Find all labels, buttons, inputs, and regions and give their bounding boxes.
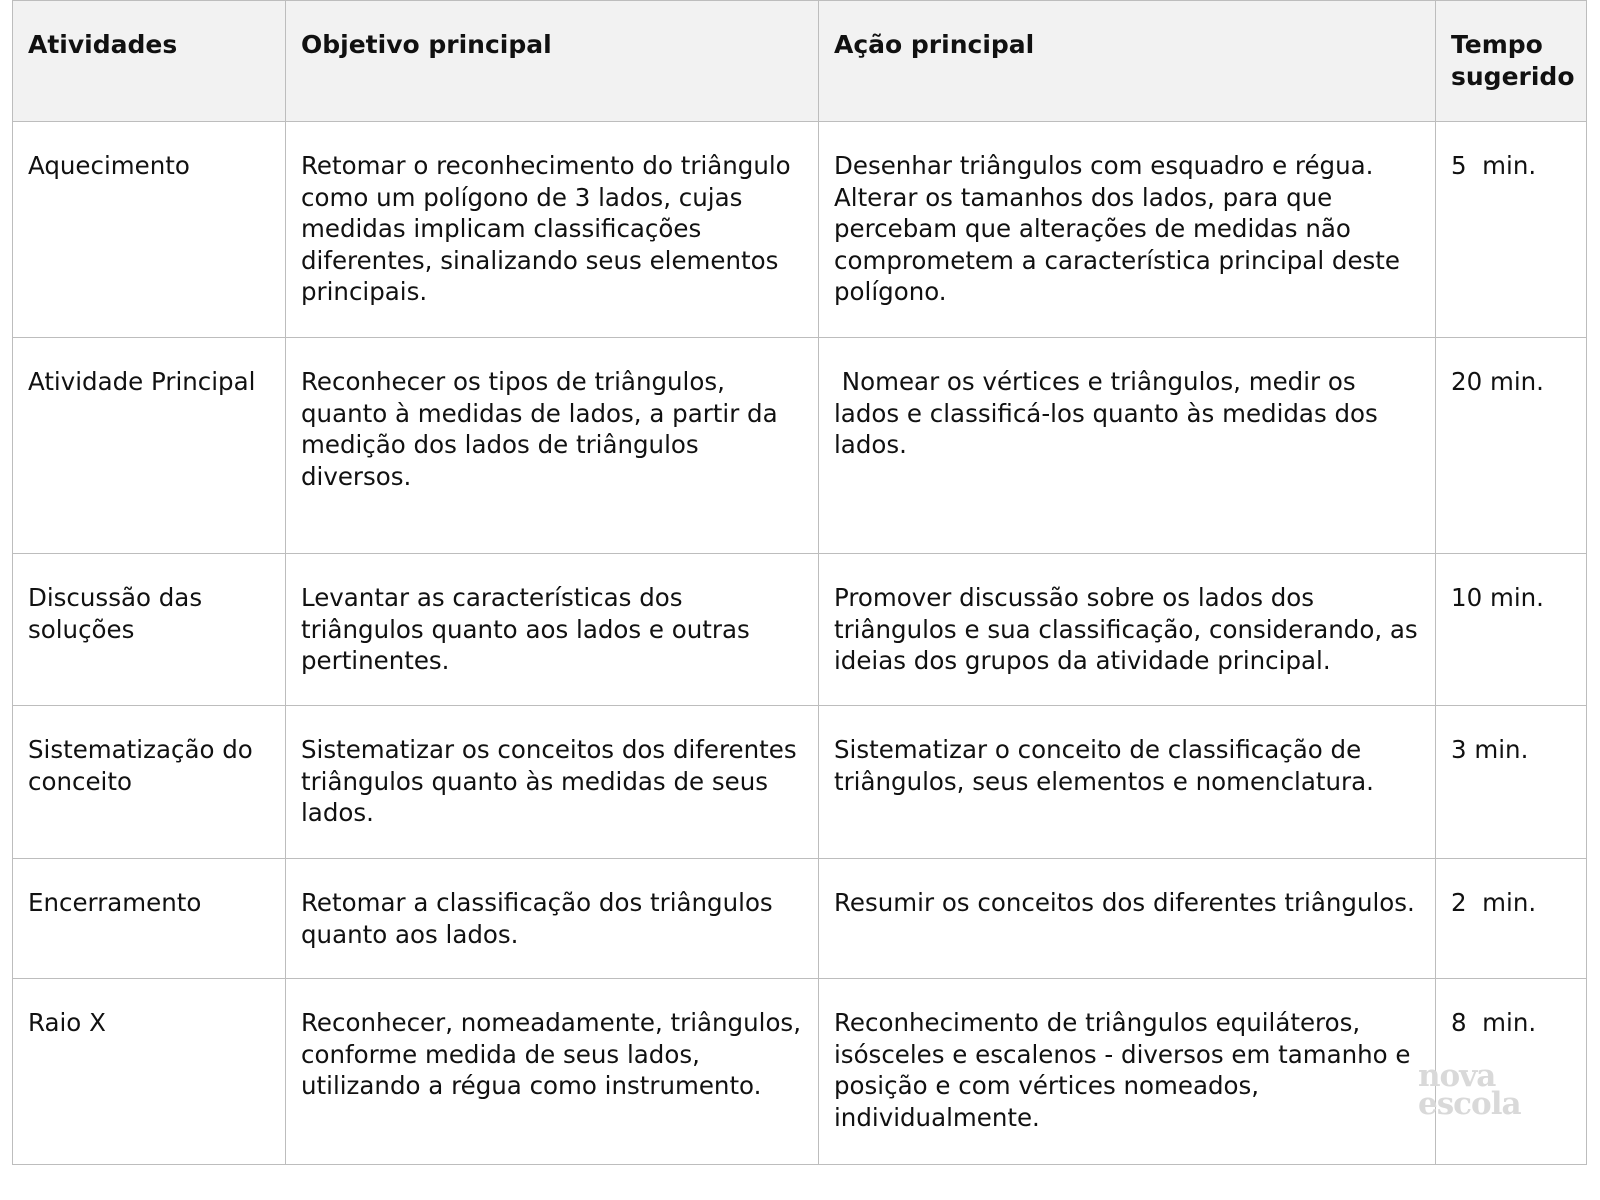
cell-objetivo: Retomar o reconhecimento do triângulo como um polígono de 3 lados, cujas medidas implicam classificações diferentes, sinalizando seus elementos principais.	[286, 122, 819, 338]
cell-acao: Desenhar triângulos com esquadro e régua. Alterar os tamanhos dos lados, para que percebam que alterações de medidas não comprometem a característica principal deste polígono.	[819, 122, 1436, 338]
cell-tempo: 20 min.	[1436, 338, 1587, 554]
table-row	[13, 122, 1587, 338]
cell-tempo: 10 min.	[1436, 554, 1587, 706]
cell-tempo: 3 min.	[1436, 706, 1587, 859]
cell-atividade: Raio X	[13, 979, 286, 1165]
cell-objetivo: Reconhecer, nomeadamente, triângulos, conforme medida de seus lados, utilizando a régua como instrumento.	[286, 979, 819, 1165]
cell-atividade: Discussão das soluções	[13, 554, 286, 706]
logo-line-2: escola	[1418, 1086, 1521, 1122]
lesson-plan-table	[12, 0, 1587, 1165]
cell-acao: Resumir os conceitos dos diferentes triângulos.	[819, 859, 1436, 979]
cell-acao: Sistematizar o conceito de classificação de triângulos, seus elementos e nomenclatura.	[819, 706, 1436, 859]
table-row	[13, 979, 1587, 1165]
table-header-row	[13, 1, 1587, 122]
nova-escola-logo	[1418, 1058, 1521, 1122]
cell-objetivo: Reconhecer os tipos de triângulos, quanto à medidas de lados, a partir da medição dos lados de triângulos diversos.	[286, 338, 819, 554]
cell-tempo: 2 min.	[1436, 859, 1587, 979]
cell-acao: Reconhecimento de triângulos equiláteros, isósceles e escalenos - diversos em tamanho e posição e com vértices nomeados, individualmente.	[819, 979, 1436, 1165]
cell-acao: Promover discussão sobre os lados dos triângulos e sua classificação, considerando, as ideias dos grupos da atividade principal.	[819, 554, 1436, 706]
logo-line-1: nova	[1418, 1058, 1496, 1094]
cell-objetivo: Sistematizar os conceitos dos diferentes triângulos quanto às medidas de seus lados.	[286, 706, 819, 859]
table-row	[13, 859, 1587, 979]
cell-atividade: Sistematização do conceito	[13, 706, 286, 859]
header-tempo: Tempo sugerido	[1436, 1, 1587, 122]
header-atividades: Atividades	[13, 1, 286, 122]
table-row	[13, 338, 1587, 554]
cell-objetivo: Retomar a classificação dos triângulos quanto aos lados.	[286, 859, 819, 979]
cell-atividade: Aquecimento	[13, 122, 286, 338]
cell-tempo: 5 min.	[1436, 122, 1587, 338]
cell-atividade: Atividade Principal	[13, 338, 286, 554]
header-objetivo: Objetivo principal	[286, 1, 819, 122]
cell-objetivo: Levantar as características dos triângulos quanto aos lados e outras pertinentes.	[286, 554, 819, 706]
cell-tempo: 8 min.	[1436, 979, 1587, 1165]
cell-acao: Nomear os vértices e triângulos, medir os lados e classificá-los quanto às medidas dos lados.	[819, 338, 1436, 554]
cell-atividade: Encerramento	[13, 859, 286, 979]
header-acao: Ação principal	[819, 1, 1436, 122]
table-row	[13, 554, 1587, 706]
table-row	[13, 706, 1587, 859]
